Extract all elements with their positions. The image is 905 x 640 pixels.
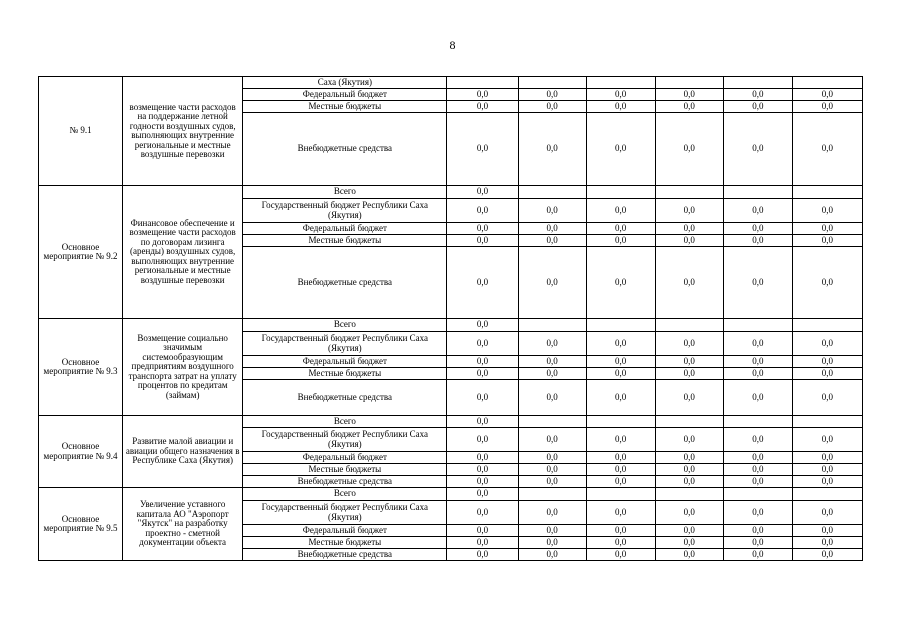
- value-cell: 0,0: [792, 113, 862, 186]
- value-cell: 0,0: [655, 452, 723, 464]
- value-cell: 0,0: [447, 501, 518, 525]
- funding-source: Федеральный бюджет: [243, 223, 447, 235]
- value-cell: 0,0: [586, 452, 655, 464]
- value-cell: 0,0: [518, 476, 586, 488]
- value-cell: 0,0: [447, 368, 518, 380]
- table-row: [39, 77, 863, 89]
- table-row: [39, 319, 863, 332]
- value-cell: [792, 488, 862, 501]
- value-cell: 0,0: [723, 223, 792, 235]
- value-cell: 0,0: [723, 113, 792, 186]
- value-cell: 0,0: [518, 332, 586, 356]
- value-cell: 0,0: [655, 549, 723, 561]
- activity-number: Основное мероприятие № 9.2: [39, 186, 123, 319]
- funding-source: Всего: [243, 186, 447, 199]
- value-cell: 0,0: [586, 368, 655, 380]
- funding-source: Внебюджетные средства: [243, 380, 447, 416]
- funding-source: Местные бюджеты: [243, 464, 447, 476]
- value-cell: 0,0: [655, 464, 723, 476]
- value-cell: 0,0: [792, 525, 862, 537]
- table-row: [39, 488, 863, 501]
- value-cell: 0,0: [586, 89, 655, 101]
- value-cell: 0,0: [723, 537, 792, 549]
- funding-source: Государственный бюджет Республики Саха (Якутия): [243, 199, 447, 223]
- value-cell: 0,0: [792, 356, 862, 368]
- value-cell: 0,0: [586, 113, 655, 186]
- value-cell: [723, 186, 792, 199]
- value-cell: [792, 77, 862, 89]
- funding-source: Внебюджетные средства: [243, 113, 447, 186]
- value-cell: 0,0: [586, 537, 655, 549]
- value-cell: 0,0: [655, 476, 723, 488]
- value-cell: 0,0: [447, 235, 518, 247]
- value-cell: 0,0: [586, 464, 655, 476]
- value-cell: 0,0: [447, 223, 518, 235]
- value-cell: 0,0: [586, 476, 655, 488]
- value-cell: 0,0: [447, 416, 518, 428]
- value-cell: 0,0: [723, 452, 792, 464]
- activity-number: Основное мероприятие № 9.4: [39, 416, 123, 488]
- value-cell: [586, 488, 655, 501]
- funding-source: Местные бюджеты: [243, 235, 447, 247]
- value-cell: [518, 416, 586, 428]
- page-number: 8: [449, 38, 456, 52]
- activity-description: возмещение части расходов на поддержание летной годности воздушных судов, выполняющих внутренние региональные и местные воздушные перевозки: [123, 77, 243, 186]
- value-cell: 0,0: [586, 501, 655, 525]
- value-cell: 0,0: [586, 525, 655, 537]
- funding-source: Федеральный бюджет: [243, 89, 447, 101]
- value-cell: 0,0: [792, 464, 862, 476]
- value-cell: [655, 319, 723, 332]
- funding-source: Федеральный бюджет: [243, 452, 447, 464]
- value-cell: 0,0: [518, 525, 586, 537]
- value-cell: 0,0: [655, 380, 723, 416]
- activity-description: Возмещение социально значимым системообразующим предприятиям воздушного транспорта затрат на уплату процентов по кредитам (займам): [123, 319, 243, 416]
- funding-source: Федеральный бюджет: [243, 525, 447, 537]
- value-cell: 0,0: [792, 247, 862, 319]
- value-cell: 0,0: [792, 501, 862, 525]
- value-cell: [723, 488, 792, 501]
- value-cell: 0,0: [723, 476, 792, 488]
- value-cell: 0,0: [723, 89, 792, 101]
- value-cell: 0,0: [518, 223, 586, 235]
- value-cell: 0,0: [518, 235, 586, 247]
- table-row: [39, 186, 863, 199]
- value-cell: 0,0: [792, 476, 862, 488]
- value-cell: 0,0: [723, 356, 792, 368]
- funding-source: Внебюджетные средства: [243, 476, 447, 488]
- value-cell: 0,0: [447, 476, 518, 488]
- value-cell: 0,0: [586, 101, 655, 113]
- value-cell: 0,0: [447, 319, 518, 332]
- funding-source: Местные бюджеты: [243, 101, 447, 113]
- activity-number: № 9.1: [39, 77, 123, 186]
- funding-source: Всего: [243, 319, 447, 332]
- value-cell: 0,0: [723, 247, 792, 319]
- value-cell: 0,0: [518, 89, 586, 101]
- value-cell: [518, 488, 586, 501]
- value-cell: [518, 186, 586, 199]
- value-cell: 0,0: [792, 428, 862, 452]
- funding-source: Саха (Якутия): [243, 77, 447, 89]
- value-cell: 0,0: [447, 488, 518, 501]
- value-cell: 0,0: [792, 380, 862, 416]
- value-cell: 0,0: [655, 247, 723, 319]
- value-cell: 0,0: [792, 89, 862, 101]
- table-row: [39, 416, 863, 428]
- value-cell: 0,0: [655, 356, 723, 368]
- value-cell: 0,0: [518, 113, 586, 186]
- value-cell: 0,0: [518, 464, 586, 476]
- value-cell: 0,0: [723, 101, 792, 113]
- value-cell: 0,0: [586, 199, 655, 223]
- value-cell: 0,0: [655, 525, 723, 537]
- value-cell: 0,0: [447, 452, 518, 464]
- value-cell: 0,0: [723, 380, 792, 416]
- activity-number: Основное мероприятие № 9.5: [39, 488, 123, 561]
- value-cell: [586, 319, 655, 332]
- value-cell: 0,0: [655, 101, 723, 113]
- funding-source: Государственный бюджет Республики Саха (Якутия): [243, 332, 447, 356]
- value-cell: 0,0: [792, 332, 862, 356]
- activity-description: Увеличение уставного капитала АО "Аэропорт "Якутск" на разработку проектно - сметной документации объекта: [123, 488, 243, 561]
- value-cell: 0,0: [792, 101, 862, 113]
- funding-source: Местные бюджеты: [243, 368, 447, 380]
- value-cell: 0,0: [655, 537, 723, 549]
- value-cell: [518, 77, 586, 89]
- value-cell: 0,0: [723, 368, 792, 380]
- value-cell: [586, 77, 655, 89]
- value-cell: 0,0: [447, 549, 518, 561]
- value-cell: 0,0: [518, 452, 586, 464]
- value-cell: 0,0: [655, 332, 723, 356]
- value-cell: [586, 416, 655, 428]
- value-cell: 0,0: [518, 537, 586, 549]
- value-cell: [518, 319, 586, 332]
- activity-description: Развитие малой авиации и авиации общего назначения в Республике Саха (Якутия): [123, 416, 243, 488]
- value-cell: 0,0: [655, 89, 723, 101]
- value-cell: 0,0: [655, 113, 723, 186]
- value-cell: [586, 186, 655, 199]
- value-cell: [655, 488, 723, 501]
- value-cell: 0,0: [447, 89, 518, 101]
- value-cell: 0,0: [655, 199, 723, 223]
- value-cell: 0,0: [792, 452, 862, 464]
- value-cell: 0,0: [447, 247, 518, 319]
- value-cell: 0,0: [586, 428, 655, 452]
- value-cell: 0,0: [447, 113, 518, 186]
- value-cell: 0,0: [447, 332, 518, 356]
- value-cell: [655, 416, 723, 428]
- funding-table: [38, 76, 863, 561]
- activity-number: Основное мероприятие № 9.3: [39, 319, 123, 416]
- value-cell: 0,0: [447, 464, 518, 476]
- value-cell: 0,0: [518, 356, 586, 368]
- value-cell: 0,0: [586, 332, 655, 356]
- value-cell: 0,0: [518, 428, 586, 452]
- value-cell: [723, 319, 792, 332]
- value-cell: 0,0: [655, 501, 723, 525]
- value-cell: 0,0: [518, 199, 586, 223]
- value-cell: [655, 77, 723, 89]
- funding-source: Внебюджетные средства: [243, 549, 447, 561]
- value-cell: [792, 416, 862, 428]
- value-cell: 0,0: [586, 356, 655, 368]
- value-cell: 0,0: [447, 186, 518, 199]
- value-cell: 0,0: [518, 368, 586, 380]
- activity-description: Финансовое обеспечение и возмещение части расходов по договорам лизинга (аренды) воздушных судов, выполняющих внутренние региональные и местные воздушные перевозки: [123, 186, 243, 319]
- value-cell: 0,0: [723, 235, 792, 247]
- value-cell: 0,0: [586, 549, 655, 561]
- value-cell: 0,0: [518, 380, 586, 416]
- funding-source: Всего: [243, 488, 447, 501]
- value-cell: [723, 416, 792, 428]
- value-cell: 0,0: [655, 368, 723, 380]
- value-cell: 0,0: [518, 501, 586, 525]
- value-cell: 0,0: [447, 380, 518, 416]
- value-cell: 0,0: [723, 199, 792, 223]
- value-cell: 0,0: [792, 368, 862, 380]
- value-cell: 0,0: [792, 199, 862, 223]
- value-cell: 0,0: [723, 549, 792, 561]
- value-cell: [792, 186, 862, 199]
- value-cell: 0,0: [447, 356, 518, 368]
- value-cell: 0,0: [655, 235, 723, 247]
- value-cell: 0,0: [792, 537, 862, 549]
- value-cell: 0,0: [723, 332, 792, 356]
- value-cell: 0,0: [447, 428, 518, 452]
- value-cell: [447, 77, 518, 89]
- value-cell: 0,0: [792, 223, 862, 235]
- value-cell: 0,0: [447, 537, 518, 549]
- value-cell: 0,0: [518, 247, 586, 319]
- value-cell: 0,0: [723, 464, 792, 476]
- value-cell: 0,0: [586, 235, 655, 247]
- value-cell: 0,0: [447, 199, 518, 223]
- value-cell: 0,0: [586, 380, 655, 416]
- value-cell: 0,0: [518, 101, 586, 113]
- value-cell: 0,0: [792, 235, 862, 247]
- value-cell: [792, 319, 862, 332]
- funding-source: Местные бюджеты: [243, 537, 447, 549]
- value-cell: [655, 186, 723, 199]
- value-cell: 0,0: [723, 501, 792, 525]
- funding-source: Государственный бюджет Республики Саха (Якутия): [243, 501, 447, 525]
- value-cell: 0,0: [447, 525, 518, 537]
- value-cell: 0,0: [723, 525, 792, 537]
- value-cell: 0,0: [586, 247, 655, 319]
- value-cell: 0,0: [723, 428, 792, 452]
- funding-source: Государственный бюджет Республики Саха (Якутия): [243, 428, 447, 452]
- value-cell: 0,0: [586, 223, 655, 235]
- value-cell: [723, 77, 792, 89]
- value-cell: 0,0: [655, 223, 723, 235]
- funding-source: Федеральный бюджет: [243, 356, 447, 368]
- value-cell: 0,0: [447, 101, 518, 113]
- value-cell: 0,0: [518, 549, 586, 561]
- value-cell: 0,0: [655, 428, 723, 452]
- funding-source: Всего: [243, 416, 447, 428]
- funding-source: Внебюджетные средства: [243, 247, 447, 319]
- value-cell: 0,0: [792, 549, 862, 561]
